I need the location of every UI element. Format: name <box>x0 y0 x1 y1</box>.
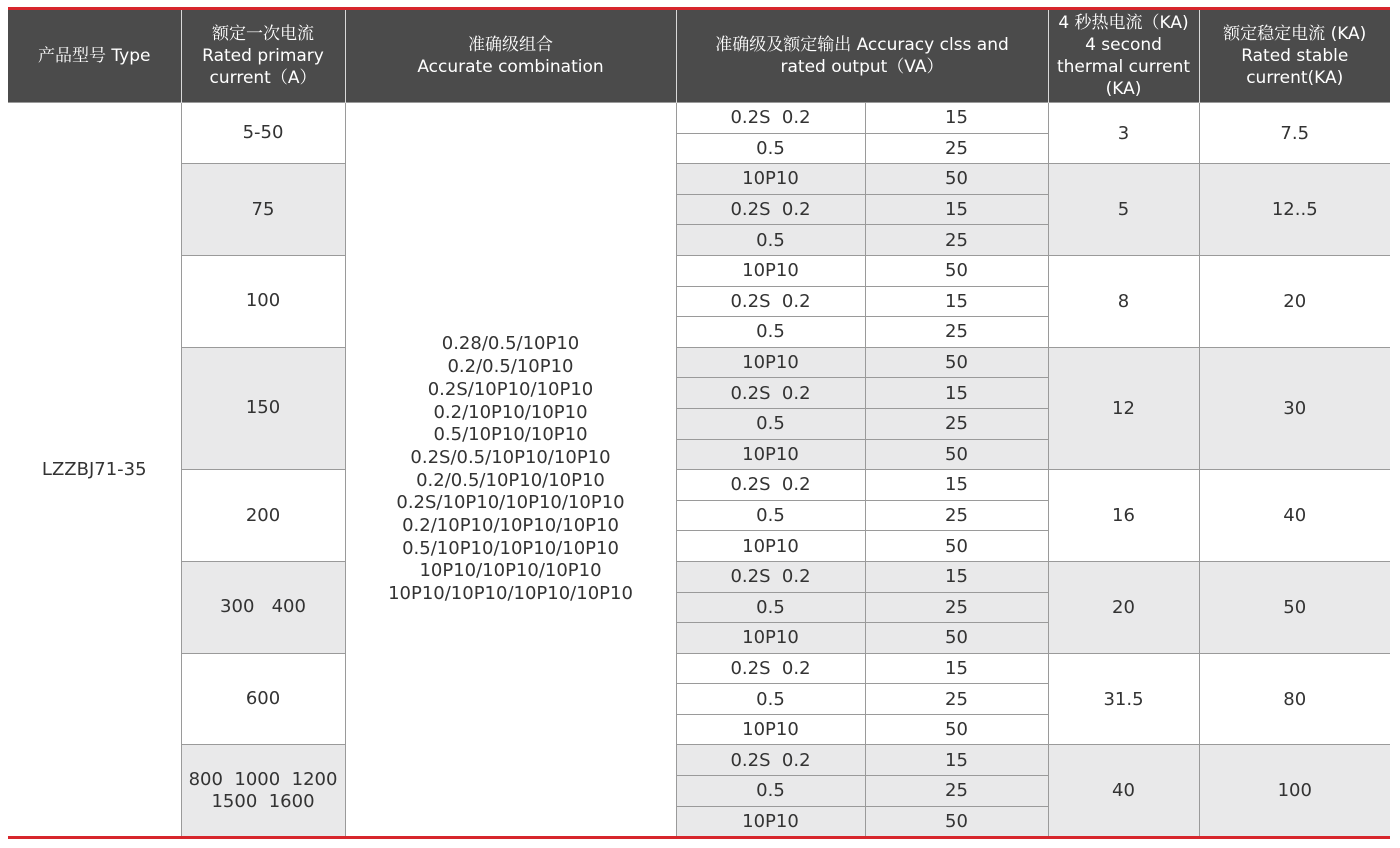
accuracy-class-cell: 10P10 <box>676 623 865 654</box>
accuracy-class-cell: 0.2S 0.2 <box>676 103 865 134</box>
table-row <box>8 164 1390 195</box>
accuracy-class-cell: 0.2S 0.2 <box>676 286 865 317</box>
rated-current-cell: 800 1000 1200 1500 1600 <box>181 745 345 837</box>
accuracy-class-cell: 0.2S 0.2 <box>676 470 865 501</box>
stable-current-cell: 20 <box>1199 255 1390 347</box>
rated-output-cell: 25 <box>865 776 1048 807</box>
accuracy-class-cell: 10P10 <box>676 531 865 562</box>
accuracy-class-cell: 0.5 <box>676 500 865 531</box>
rated-output-cell: 50 <box>865 623 1048 654</box>
combination-line: 0.2S/0.5/10P10/10P10 <box>410 446 611 468</box>
rated-output-cell: 25 <box>865 592 1048 623</box>
combination-line: 10P10/10P10/10P10 <box>419 560 602 582</box>
accuracy-class-cell: 0.2S 0.2 <box>676 745 865 776</box>
thermal-current-cell: 3 <box>1048 103 1199 164</box>
combination-line: 0.2S/10P10/10P10 <box>427 378 594 400</box>
combination-line: 0.28/0.5/10P10 <box>441 333 580 355</box>
thermal-current-cell: 5 <box>1048 164 1199 256</box>
accuracy-class-cell: 0.5 <box>676 776 865 807</box>
rated-output-cell: 50 <box>865 439 1048 470</box>
rated-output-cell: 25 <box>865 225 1048 256</box>
rated-current-cell: 100 <box>181 255 345 347</box>
stable-current-cell: 30 <box>1199 347 1390 469</box>
table-row <box>8 347 1390 378</box>
header-row <box>8 10 1390 103</box>
accuracy-class-cell: 0.5 <box>676 133 865 164</box>
product-type-cell: LZZBJ71-35 <box>8 103 181 837</box>
accuracy-class-cell: 10P10 <box>676 806 865 837</box>
table-row <box>8 470 1390 501</box>
thermal-current-cell: 16 <box>1048 470 1199 562</box>
accuracy-class-cell: 0.2S 0.2 <box>676 378 865 409</box>
table-row <box>8 103 1390 134</box>
rated-output-cell: 15 <box>865 653 1048 684</box>
rated-current-cell: 300 400 <box>181 561 345 653</box>
combination-line: 0.2S/10P10/10P10/10P10 <box>396 492 625 514</box>
accuracy-class-cell: 10P10 <box>676 347 865 378</box>
rated-output-cell: 25 <box>865 684 1048 715</box>
rated-current-cell: 600 <box>181 653 345 745</box>
rated-output-cell: 25 <box>865 500 1048 531</box>
accuracy-class-cell: 0.2S 0.2 <box>676 194 865 225</box>
header-accurate-combination: 准确级组合 Accurate combination <box>345 10 676 103</box>
combination-line: 0.2/10P10/10P10 <box>433 401 588 423</box>
accuracy-class-cell: 0.2S 0.2 <box>676 653 865 684</box>
accuracy-class-cell: 0.5 <box>676 225 865 256</box>
stable-current-cell: 80 <box>1199 653 1390 745</box>
combination-line: 0.5/10P10/10P10 <box>433 424 588 446</box>
table-row <box>8 745 1390 776</box>
rated-output-cell: 25 <box>865 317 1048 348</box>
accuracy-class-cell: 10P10 <box>676 164 865 195</box>
accuracy-class-cell: 0.2S 0.2 <box>676 561 865 592</box>
accurate-combination-cell <box>345 103 676 837</box>
rated-output-cell: 50 <box>865 714 1048 745</box>
thermal-current-cell: 20 <box>1048 561 1199 653</box>
thermal-current-cell: 40 <box>1048 745 1199 837</box>
header-rated-primary-current: 额定一次电流 Rated primary current（A） <box>181 10 345 103</box>
combination-line: 0.2/0.5/10P10/10P10 <box>416 469 605 491</box>
table-body <box>8 103 1390 837</box>
accuracy-class-cell: 10P10 <box>676 255 865 286</box>
stable-current-cell: 12..5 <box>1199 164 1390 256</box>
stable-current-cell: 100 <box>1199 745 1390 837</box>
thermal-current-cell: 8 <box>1048 255 1199 347</box>
combination-line: 0.5/10P10/10P10/10P10 <box>402 537 619 559</box>
thermal-current-cell: 12 <box>1048 347 1199 469</box>
rated-output-cell: 25 <box>865 133 1048 164</box>
table-row <box>8 653 1390 684</box>
specification-table <box>8 10 1390 837</box>
rated-output-cell: 15 <box>865 286 1048 317</box>
header-thermal-current: 4 秒热电流（KA) 4 second thermal current (KA) <box>1048 10 1199 103</box>
rated-output-cell: 50 <box>865 164 1048 195</box>
rated-output-cell: 15 <box>865 378 1048 409</box>
rated-current-cell: 150 <box>181 347 345 469</box>
rated-current-cell: 200 <box>181 470 345 562</box>
accuracy-class-cell: 0.5 <box>676 408 865 439</box>
stable-current-cell: 40 <box>1199 470 1390 562</box>
stable-current-cell: 7.5 <box>1199 103 1390 164</box>
table-row <box>8 561 1390 592</box>
rated-output-cell: 15 <box>865 103 1048 134</box>
rated-output-cell: 15 <box>865 561 1048 592</box>
thermal-current-cell: 31.5 <box>1048 653 1199 745</box>
accuracy-class-cell: 0.5 <box>676 684 865 715</box>
rated-output-cell: 15 <box>865 194 1048 225</box>
bottom-red-rule <box>8 836 1390 839</box>
header-type: 产品型号 Type <box>8 10 181 103</box>
rated-current-cell: 75 <box>181 164 345 256</box>
combination-line: 0.2/10P10/10P10/10P10 <box>402 515 619 537</box>
combination-line: 0.2/0.5/10P10 <box>447 356 574 378</box>
accuracy-class-cell: 10P10 <box>676 439 865 470</box>
rated-output-cell: 15 <box>865 745 1048 776</box>
rated-output-cell: 15 <box>865 470 1048 501</box>
rated-output-cell: 50 <box>865 806 1048 837</box>
accuracy-class-cell: 0.5 <box>676 592 865 623</box>
stable-current-cell: 50 <box>1199 561 1390 653</box>
accuracy-class-cell: 0.5 <box>676 317 865 348</box>
header-accuracy-class-output: 准确级及额定输出 Accuracy clss and rated output（VA） <box>676 10 1048 103</box>
combination-line: 10P10/10P10/10P10/10P10 <box>388 583 633 605</box>
rated-output-cell: 25 <box>865 408 1048 439</box>
rated-output-cell: 50 <box>865 347 1048 378</box>
header-stable-current: 额定稳定电流 (KA) Rated stable current(KA) <box>1199 10 1390 103</box>
rated-current-cell: 5-50 <box>181 103 345 164</box>
table-row <box>8 255 1390 286</box>
accuracy-class-cell: 10P10 <box>676 714 865 745</box>
rated-output-cell: 50 <box>865 255 1048 286</box>
rated-output-cell: 50 <box>865 531 1048 562</box>
